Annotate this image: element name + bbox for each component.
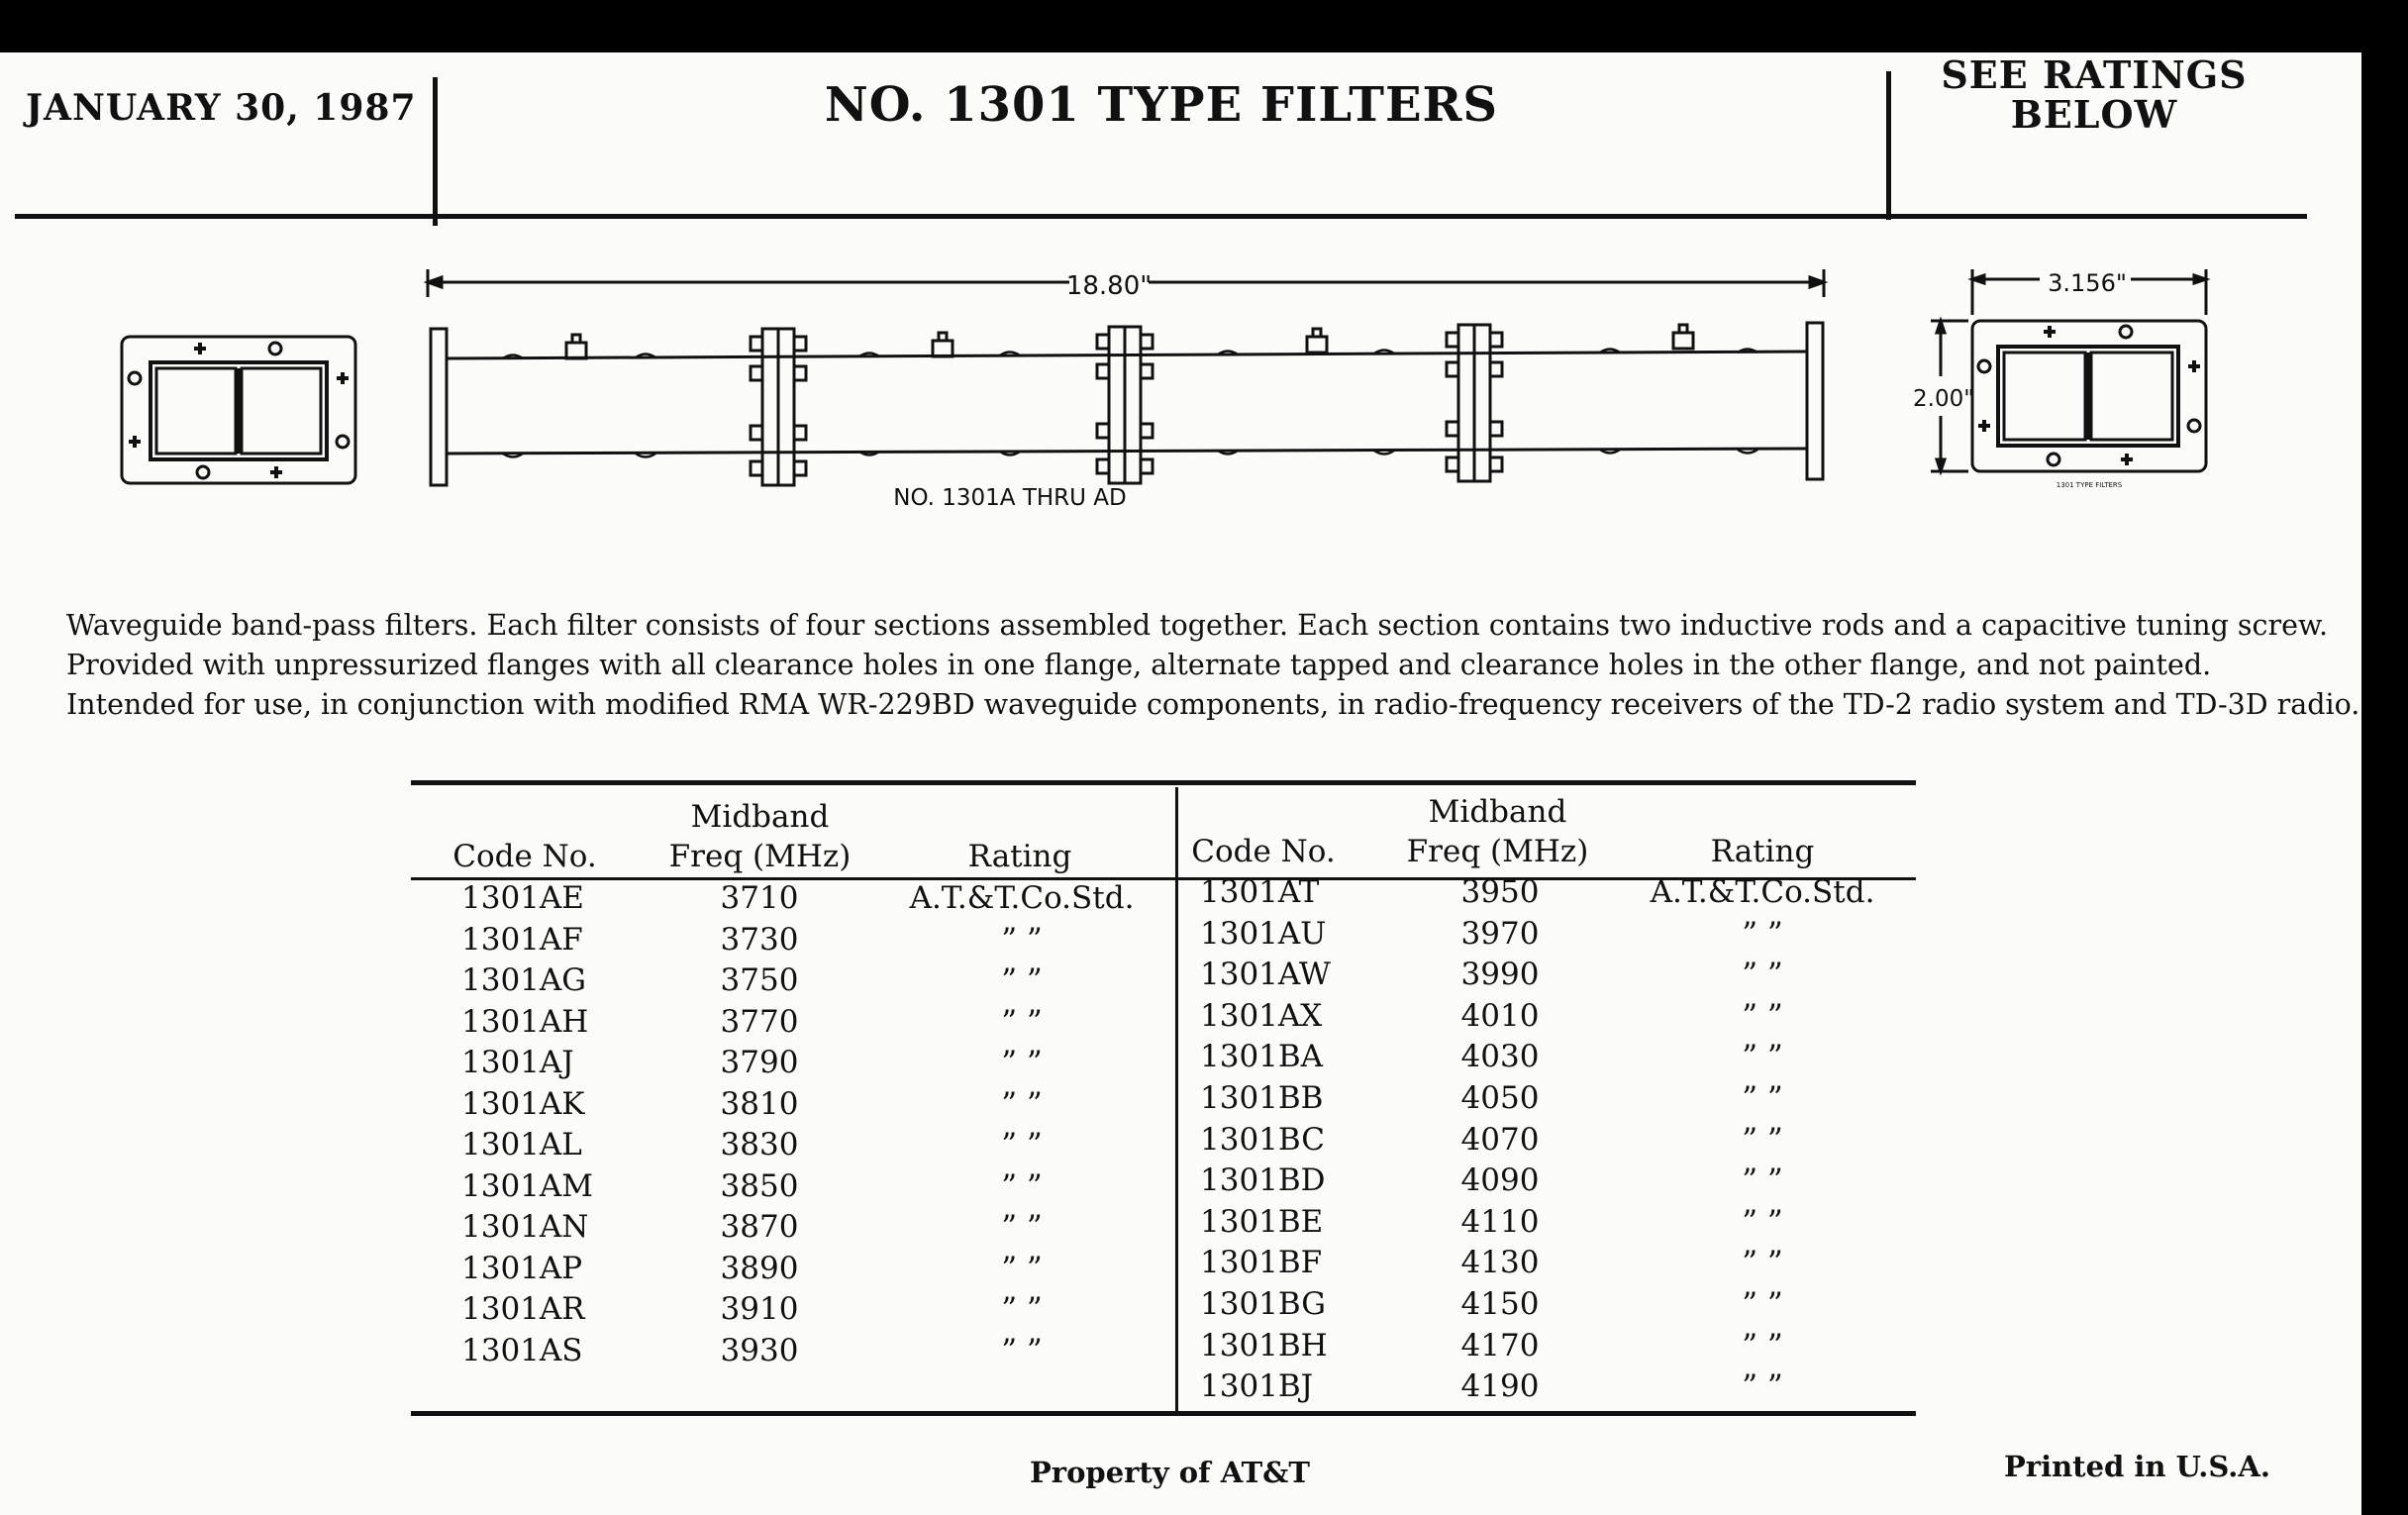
section-joint-1 bbox=[751, 329, 806, 485]
code-cell: 1301AE bbox=[461, 880, 584, 916]
code-cell: 1301AW bbox=[1200, 957, 1331, 993]
code-cell: 1301AN bbox=[461, 1209, 589, 1245]
freq-cell: 3910 bbox=[720, 1291, 799, 1327]
freq-cell: 3890 bbox=[720, 1250, 799, 1286]
code-cell: 1301BE bbox=[1200, 1203, 1324, 1240]
freq-cell: 3970 bbox=[1460, 915, 1540, 952]
right-header-code: Code No. bbox=[1191, 834, 1336, 869]
freq-cell: 4190 bbox=[1460, 1368, 1540, 1405]
code-cell: 1301AL bbox=[461, 1127, 582, 1162]
freq-cell: 3990 bbox=[1460, 957, 1540, 993]
freq-cell: 3730 bbox=[720, 921, 799, 958]
freq-cell: 3790 bbox=[720, 1045, 799, 1080]
rating-cell: ” ” bbox=[1742, 1286, 1783, 1322]
left-header-code: Code No. bbox=[452, 839, 597, 874]
freq-cell: 4090 bbox=[1460, 1162, 1540, 1199]
rating-cell: ” ” bbox=[1742, 957, 1783, 993]
code-cell: 1301AJ bbox=[461, 1045, 574, 1080]
freq-cell: 3950 bbox=[1460, 874, 1540, 910]
description-line-2: Provided with unpressurized flanges with all clearance holes in one flange, alternate tapped and clearance holes in the other flange, and not painted. bbox=[66, 649, 2212, 681]
freq-cell: 3770 bbox=[720, 1003, 799, 1040]
freq-cell: 4070 bbox=[1460, 1121, 1540, 1158]
rating-cell: ” ” bbox=[1742, 1121, 1783, 1158]
right-flange-view bbox=[1931, 269, 2206, 471]
freq-cell: 3850 bbox=[720, 1167, 799, 1204]
code-cell: 1301AS bbox=[461, 1332, 583, 1368]
rating-cell: A.T.&T.Co.Std. bbox=[1650, 874, 1875, 910]
description bbox=[66, 606, 2360, 725]
footer-printed: Printed in U.S.A. bbox=[2004, 1450, 2270, 1483]
code-cell: 1301AK bbox=[461, 1085, 585, 1122]
code-cell: 1301BH bbox=[1200, 1327, 1328, 1364]
freq-cell: 3870 bbox=[720, 1209, 799, 1245]
code-cell: 1301AG bbox=[461, 962, 587, 998]
freq-cell: 3750 bbox=[720, 962, 799, 998]
rating-cell: ” ” bbox=[1742, 1245, 1783, 1281]
left-header-freq-line1: Midband bbox=[690, 799, 830, 835]
end-view-caption: 1301 TYPE FILTERS bbox=[2056, 481, 2123, 489]
table-top-rule bbox=[411, 780, 1916, 785]
rating-cell: ” ” bbox=[1742, 1080, 1783, 1116]
part-range-label: NO. 1301A THRU AD bbox=[893, 485, 1127, 511]
code-cell: 1301AM bbox=[461, 1167, 594, 1204]
freq-cell: 4110 bbox=[1460, 1203, 1540, 1240]
rating-cell: ” ” bbox=[1001, 1209, 1043, 1245]
end-height-label: 2.00" bbox=[1913, 386, 1974, 412]
rating-cell: ” ” bbox=[1001, 1045, 1043, 1080]
overall-length-label: 18.80" bbox=[1065, 271, 1153, 301]
rating-cell: ” ” bbox=[1001, 962, 1043, 998]
left-header-rating: Rating bbox=[967, 839, 1072, 874]
code-cell: 1301BF bbox=[1200, 1245, 1323, 1281]
description-line-3: Intended for use, in conjunction with modified RMA WR-229BD waveguide components, in radio-frequency receivers of the TD-2 radio system and TD-3D radio. bbox=[66, 688, 2360, 721]
rating-cell: ” ” bbox=[1001, 1167, 1043, 1204]
right-header-freq-line1: Midband bbox=[1428, 794, 1567, 830]
header-rating-line2: BELOW bbox=[2010, 92, 2178, 137]
code-cell: 1301BD bbox=[1200, 1162, 1326, 1199]
freq-cell: 4050 bbox=[1460, 1080, 1540, 1116]
right-header-freq bbox=[1391, 792, 1604, 871]
code-cell: 1301AF bbox=[461, 921, 583, 958]
code-cell: 1301AH bbox=[461, 1003, 589, 1040]
rating-cell: ” ” bbox=[1001, 1127, 1043, 1162]
code-cell: 1301AT bbox=[1200, 874, 1320, 910]
rating-cell: ” ” bbox=[1001, 1003, 1043, 1040]
rating-cell: ” ” bbox=[1742, 997, 1783, 1034]
code-cell: 1301BC bbox=[1200, 1121, 1325, 1158]
freq-cell: 3710 bbox=[720, 880, 799, 916]
rating-cell: ” ” bbox=[1742, 1327, 1783, 1364]
left-header-freq bbox=[653, 797, 866, 876]
freq-cell: 3930 bbox=[720, 1332, 799, 1368]
table-center-divider bbox=[1175, 787, 1178, 1411]
rating-cell: A.T.&T.Co.Std. bbox=[909, 880, 1135, 916]
rating-cell: ” ” bbox=[1742, 1203, 1783, 1240]
rating-cell: ” ” bbox=[1742, 1368, 1783, 1405]
rating-cell: ” ” bbox=[1001, 1250, 1043, 1286]
rod-bumps bbox=[503, 350, 1757, 457]
rating-cell: ” ” bbox=[1001, 921, 1043, 958]
filter-drawing bbox=[0, 198, 2361, 555]
freq-cell: 3830 bbox=[720, 1127, 799, 1162]
table-bottom-rule bbox=[411, 1411, 1916, 1416]
rating-cell: ” ” bbox=[1742, 1039, 1783, 1075]
right-header-freq-line2: Freq (MHz) bbox=[1406, 834, 1589, 869]
end-width-label: 3.156" bbox=[2048, 269, 2127, 297]
rating-cell: ” ” bbox=[1001, 1332, 1043, 1368]
code-cell: 1301AP bbox=[461, 1250, 583, 1286]
freq-cell: 4150 bbox=[1460, 1286, 1540, 1322]
rating-cell: ” ” bbox=[1742, 915, 1783, 952]
code-cell: 1301AR bbox=[461, 1291, 585, 1327]
description-line-1: Waveguide band-pass filters. Each filter consists of four sections assembled together. Each section contains two inductive rods and a capacitive tuning screw. bbox=[66, 609, 2329, 642]
code-cell: 1301AX bbox=[1200, 997, 1323, 1034]
header-rating-line1: SEE RATINGS bbox=[1941, 52, 2248, 97]
header-rating-note bbox=[1891, 52, 2297, 137]
left-flange-view bbox=[122, 337, 355, 483]
code-cell: 1301AU bbox=[1200, 915, 1327, 952]
code-cell: 1301BA bbox=[1200, 1039, 1324, 1075]
freq-cell: 4010 bbox=[1460, 997, 1540, 1034]
freq-cell: 4170 bbox=[1460, 1327, 1540, 1364]
page-title: NO. 1301 TYPE FILTERS bbox=[824, 77, 1499, 133]
freq-cell: 4130 bbox=[1460, 1245, 1540, 1281]
footer-property: Property of AT&T bbox=[1030, 1456, 1310, 1489]
code-cell: 1301BJ bbox=[1200, 1368, 1314, 1405]
rating-cell: ” ” bbox=[1742, 1162, 1783, 1199]
section-joint-3 bbox=[1447, 325, 1502, 481]
rating-cell: ” ” bbox=[1001, 1291, 1043, 1327]
section-joint-2 bbox=[1097, 327, 1153, 483]
freq-cell: 3810 bbox=[720, 1085, 799, 1122]
left-header-freq-line2: Freq (MHz) bbox=[668, 839, 852, 874]
code-cell: 1301BG bbox=[1200, 1286, 1327, 1322]
freq-cell: 4030 bbox=[1460, 1039, 1540, 1075]
header-date: JANUARY 30, 1987 bbox=[26, 87, 417, 129]
code-cell: 1301BB bbox=[1200, 1080, 1324, 1116]
right-header-rating: Rating bbox=[1710, 834, 1815, 869]
rating-cell: ” ” bbox=[1001, 1085, 1043, 1122]
